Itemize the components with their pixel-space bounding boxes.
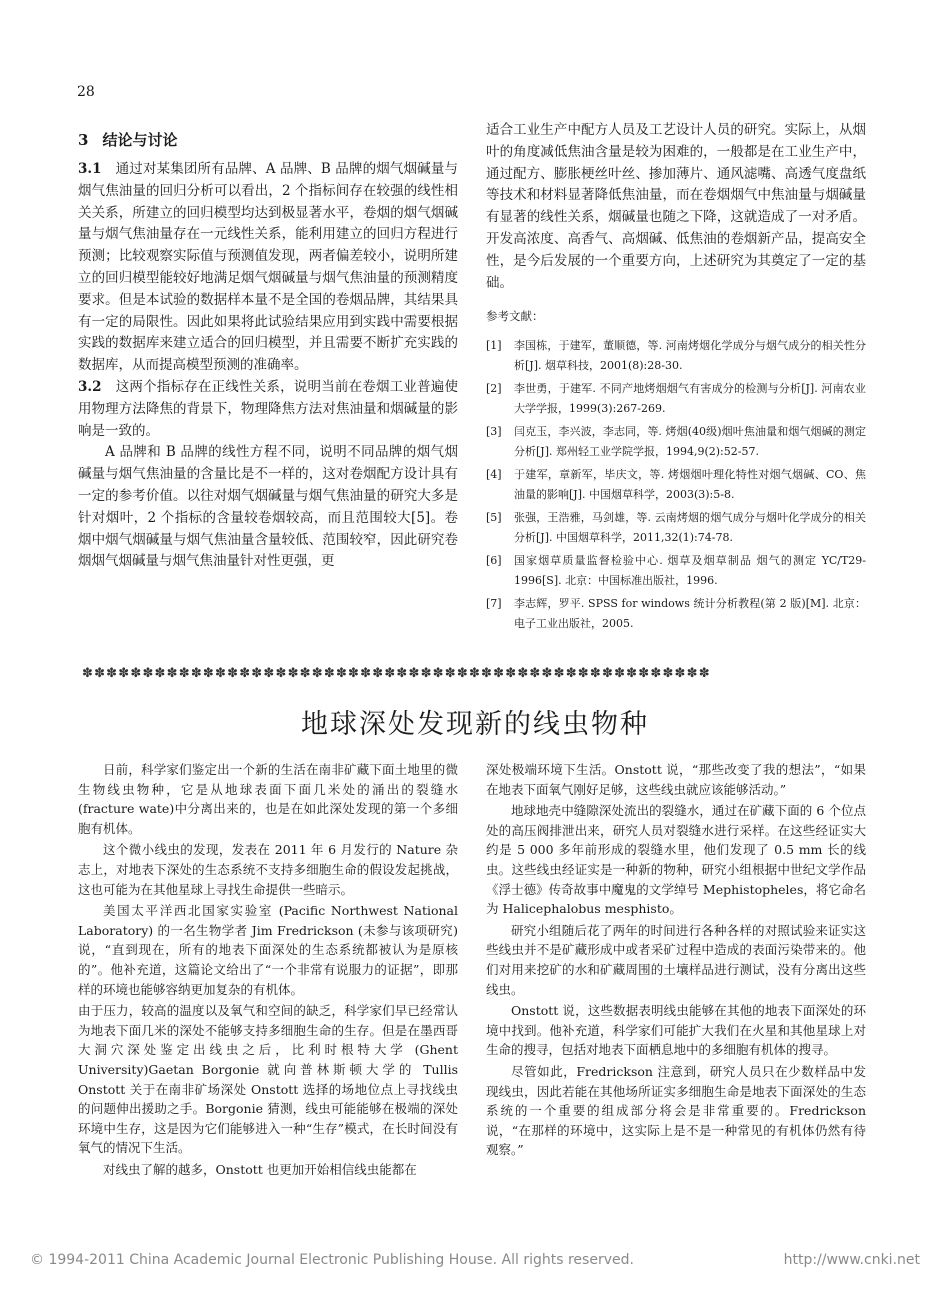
reference-index: [6] xyxy=(486,554,502,568)
reference-item xyxy=(486,379,866,418)
paragraph-brands: A 品牌和 B 品牌的线性方程不同，说明不同品牌的烟气烟碱量与烟气焦油量的含量比是不一样的，这对卷烟配方设计具有一定的参考价值。以往对烟气烟碱量与烟气焦油量的研究大多是针对烟叶，2 个指标的含量较卷烟较高，而且范围较大[5]。卷烟中烟气烟碱量与烟气焦油量含量较低、范围较窄，因此研究卷烟烟气烟碱量与烟气焦油量针对性更强，更 xyxy=(78,444,458,570)
reference-item xyxy=(486,422,866,461)
section-title: 结论与讨论 xyxy=(102,131,178,149)
reference-index: [2] xyxy=(486,382,502,396)
references-title: 参考文献： xyxy=(486,309,544,324)
reference-text: 李志辉，罗平. SPSS for windows 统计分析教程(第 2 版)[M]. 北京：电子工业出版社，2005. xyxy=(514,597,866,630)
reference-index: [4] xyxy=(486,468,502,482)
section-number: 3 xyxy=(78,131,89,149)
article-paragraph: 地球地壳中缝隙深处流出的裂缝水，通过在矿藏下面的 6 个位点处的高压阀排泄出来，研究人员对裂缝水进行采样。在这些经证实大约是 5 000 多年前形成的裂缝水里，他们发现了 0.5 mm 长的线虫。这些线虫经证实是一种新的物种，研究小组根据中世纪文学作品《浮士德》传奇故事中魔鬼的文学绰号 Mephistopheles，将它命名为 Halicephalobus mesphisto。 xyxy=(486,803,866,917)
article-paragraph: 研究小组随后花了两年的时间进行各种各样的对照试验来证实这些线虫并不是矿藏形成中或者采矿过程中造成的表面污染带来的。他们对用来挖矿的水和矿藏周围的土壤样品进行测试，没有分离出这些线虫。 xyxy=(486,922,866,997)
subsection-number: 3.1 xyxy=(78,161,102,177)
paragraph-text: 这两个指标存在正线性关系，说明当前在卷烟工业普遍使用物理方法降焦的背景下，物理降焦方法对焦油量和烟碱量的影响是一致的。 xyxy=(78,378,458,439)
article-paragraph: 日前，科学家们鉴定出一个新的生活在南非矿藏下面土地里的微生物线虫物种，它是从地球表面下面几米处的涌出的裂缝水(fracture wate)中分离出来的，也是在如此深处发现的第一个多细胞有机体。 xyxy=(78,762,458,836)
paragraph-continued: 适合工业生产中配方人员及工艺设计人员的研究。实际上，从烟叶的角度减低焦油含量是较为困难的，一般都是在工业生产中，通过配方、膨胀梗丝叶丝、掺加薄片、通风滤嘴、高透气度盘纸等技术和材料显著降低焦油量，而在卷烟烟气中焦油量与烟碱量有显著的线性关系，烟碱量也随之下降，这就造成了一对矛盾。开发高浓度、高香气、高烟碱、低焦油的卷烟新产品，提高安全性，是今后发展的一个重要方向，上述研究为其奠定了一定的基础。 xyxy=(486,122,866,291)
article-paragraph: 深处极端环境下生活。Onstott 说，“那些改变了我的想法”，“如果在地表下面氧气刚好足够，这些线虫就应该能够活动。” xyxy=(486,762,866,797)
reference-item xyxy=(486,594,866,633)
section-heading xyxy=(78,129,458,151)
reference-text: 于建军，章新军，毕庆文，等. 烤烟烟叶理化特性对烟气烟碱、CO、焦油量的影响[J]. 中国烟草科学，2003(3):5-8. xyxy=(514,468,866,501)
reference-index: [1] xyxy=(486,339,502,353)
article-left-column xyxy=(78,760,458,1181)
reference-index: [7] xyxy=(486,597,502,611)
reference-text: 李世勇，于建军. 不同产地烤烟烟气有害成分的检测与分析[J]. 河南农业大学学报，1999(3):267-269. xyxy=(514,382,866,415)
article-paragraph: Onstott 说，这些数据表明线虫能够在其他的地表下面深处的环境中找到。他补充道，科学家们可能扩大我们在火星和其他星球上对生命的搜寻，包括对地表下面栖息地中的多细胞有机体的搜寻。 xyxy=(486,1003,866,1058)
subsection-number: 3.2 xyxy=(78,378,102,395)
article-right-column xyxy=(486,760,866,1162)
article-title: 地球深处发现新的线虫物种 xyxy=(301,709,649,740)
reference-text: 国家烟草质量监督检验中心. 烟草及烟草制品 烟气的测定 YC/T29-1996[S]. 北京：中国标准出版社，1996. xyxy=(514,554,866,587)
reference-list xyxy=(486,336,866,633)
page-number: 28 xyxy=(77,84,95,100)
footer-url[interactable]: http://www.cnki.net xyxy=(783,1252,920,1268)
article-paragraph: 由于压力，较高的温度以及氧气和空间的缺乏，科学家们早已经常认为地表下面几米的深处不能够支持多细胞生命的生存。但是在墨西哥大洞穴深处鉴定出线虫之后，比利时根特大学 (Ghent University)Gaetan Borgonie 就向普林斯顿大学的 Tullis Onstott 关于在南非矿场深处 Onstott 选择的场地位点上寻找线虫的问题伸出援助之手。Borgonie 猜测，线虫可能能够在极端的深处环境中生存，这是因为它们能够进入一种“生存”模式，在长时间没有氧气的情况下生活。 xyxy=(78,1003,458,1156)
reference-text: 张强，王浩雅，马剑雄，等. 云南烤烟的烟气成分与烟叶化学成分的相关分析[J]. 中国烟草科学，2011,32(1):74-78. xyxy=(514,511,866,544)
article-paragraph: 对线虫了解的越多，Onstott 也更加开始相信线虫能都在 xyxy=(103,1161,417,1177)
reference-text: 李国栋，于建军，董顺德，等. 河南烤烟化学成分与烟气成分的相关性分析[J]. 烟草科技，2001(8):28-30. xyxy=(514,339,866,372)
article-paragraph: 这个微小线虫的发现，发表在 2011 年 6 月发行的 Nature 杂志上，对地表下深处的生态系统不支持多细胞生命的假设发起挑战，这也可能为在其他星球上寻找生命提供一些暗示。 xyxy=(78,842,458,897)
article-paragraph: 尽管如此，Fredrickson 注意到，研究人员只在少数样品中发现线虫，因此若能在其他场所证实多细胞生命是地表下面深处的生态系统的一个重要的组成部分将会是非常重要的。Fredrickson 说，“在那样的环境中，这实际上是不是一种常见的有机体仍然有待观察。” xyxy=(486,1063,866,1158)
ornamental-divider: ✽✽✽✽✽✽✽✽✽✽✽✽✽✽✽✽✽✽✽✽✽✽✽✽✽✽✽✽✽✽✽✽✽✽✽✽✽✽✽✽✽✽✽✽✽✽✽✽✽✽✽✽ xyxy=(82,666,711,681)
reference-index: [5] xyxy=(486,511,502,525)
reference-item xyxy=(486,551,866,590)
reference-item xyxy=(486,336,866,375)
reference-index: [3] xyxy=(486,425,502,439)
paragraph-3-1 xyxy=(78,159,458,377)
copyright-footer xyxy=(30,1252,920,1268)
right-column xyxy=(486,120,866,637)
reference-text: 闫克玉，李兴波，李志同，等. 烤烟(40级)烟叶焦油量和烟气烟碱的测定分析[J]. 郑州轻工业学院学报，1994,9(2):52-57. xyxy=(514,425,866,458)
article-paragraph: 美国太平洋西北国家实验室 (Pacific Northwest National Laboratory) 的一名生物学者 Jim Fredrickson (未参与该项研究) 说，“直到现在，所有的地表下面深处的生态系统都被认为是原核的”。他补充道，这篇论文给出了“一个非常有说服力的证据”，即那样的环境也能够容纳更加复杂的有机体。 xyxy=(78,903,458,997)
paragraph-text: 通过对某集团所有品牌、A 品牌、B 品牌的烟气烟碱量与烟气焦油量的回归分析可以看出，2 个指标间存在较强的线性相关关系，所建立的回归模型均达到极显著水平，卷烟的烟气烟碱量与烟气焦油量存在一元线性关系，能利用建立的回归方程进行预测；比较观察实际值与预测值发现，两者偏差较小，说明所建立的回归模型能较好地满足烟气烟碱量与烟气焦油量的预测精度要求。但是本试验的数据样本量不是全国的卷烟品牌，其结果具有一定的局限性。因此如果将此试验结果应用到实践中需要根据实践的数据库来建立适合的回归模型，并且需要不断扩充实践的数据库，从而提高模型预测的准确率。 xyxy=(78,161,458,374)
reference-item xyxy=(486,465,866,504)
reference-item xyxy=(486,508,866,547)
paragraph-3-2 xyxy=(78,377,458,442)
copyright-text: © 1994-2011 China Academic Journal Electronic Publishing House. All rights reserved. xyxy=(30,1252,634,1268)
left-column xyxy=(78,129,458,573)
